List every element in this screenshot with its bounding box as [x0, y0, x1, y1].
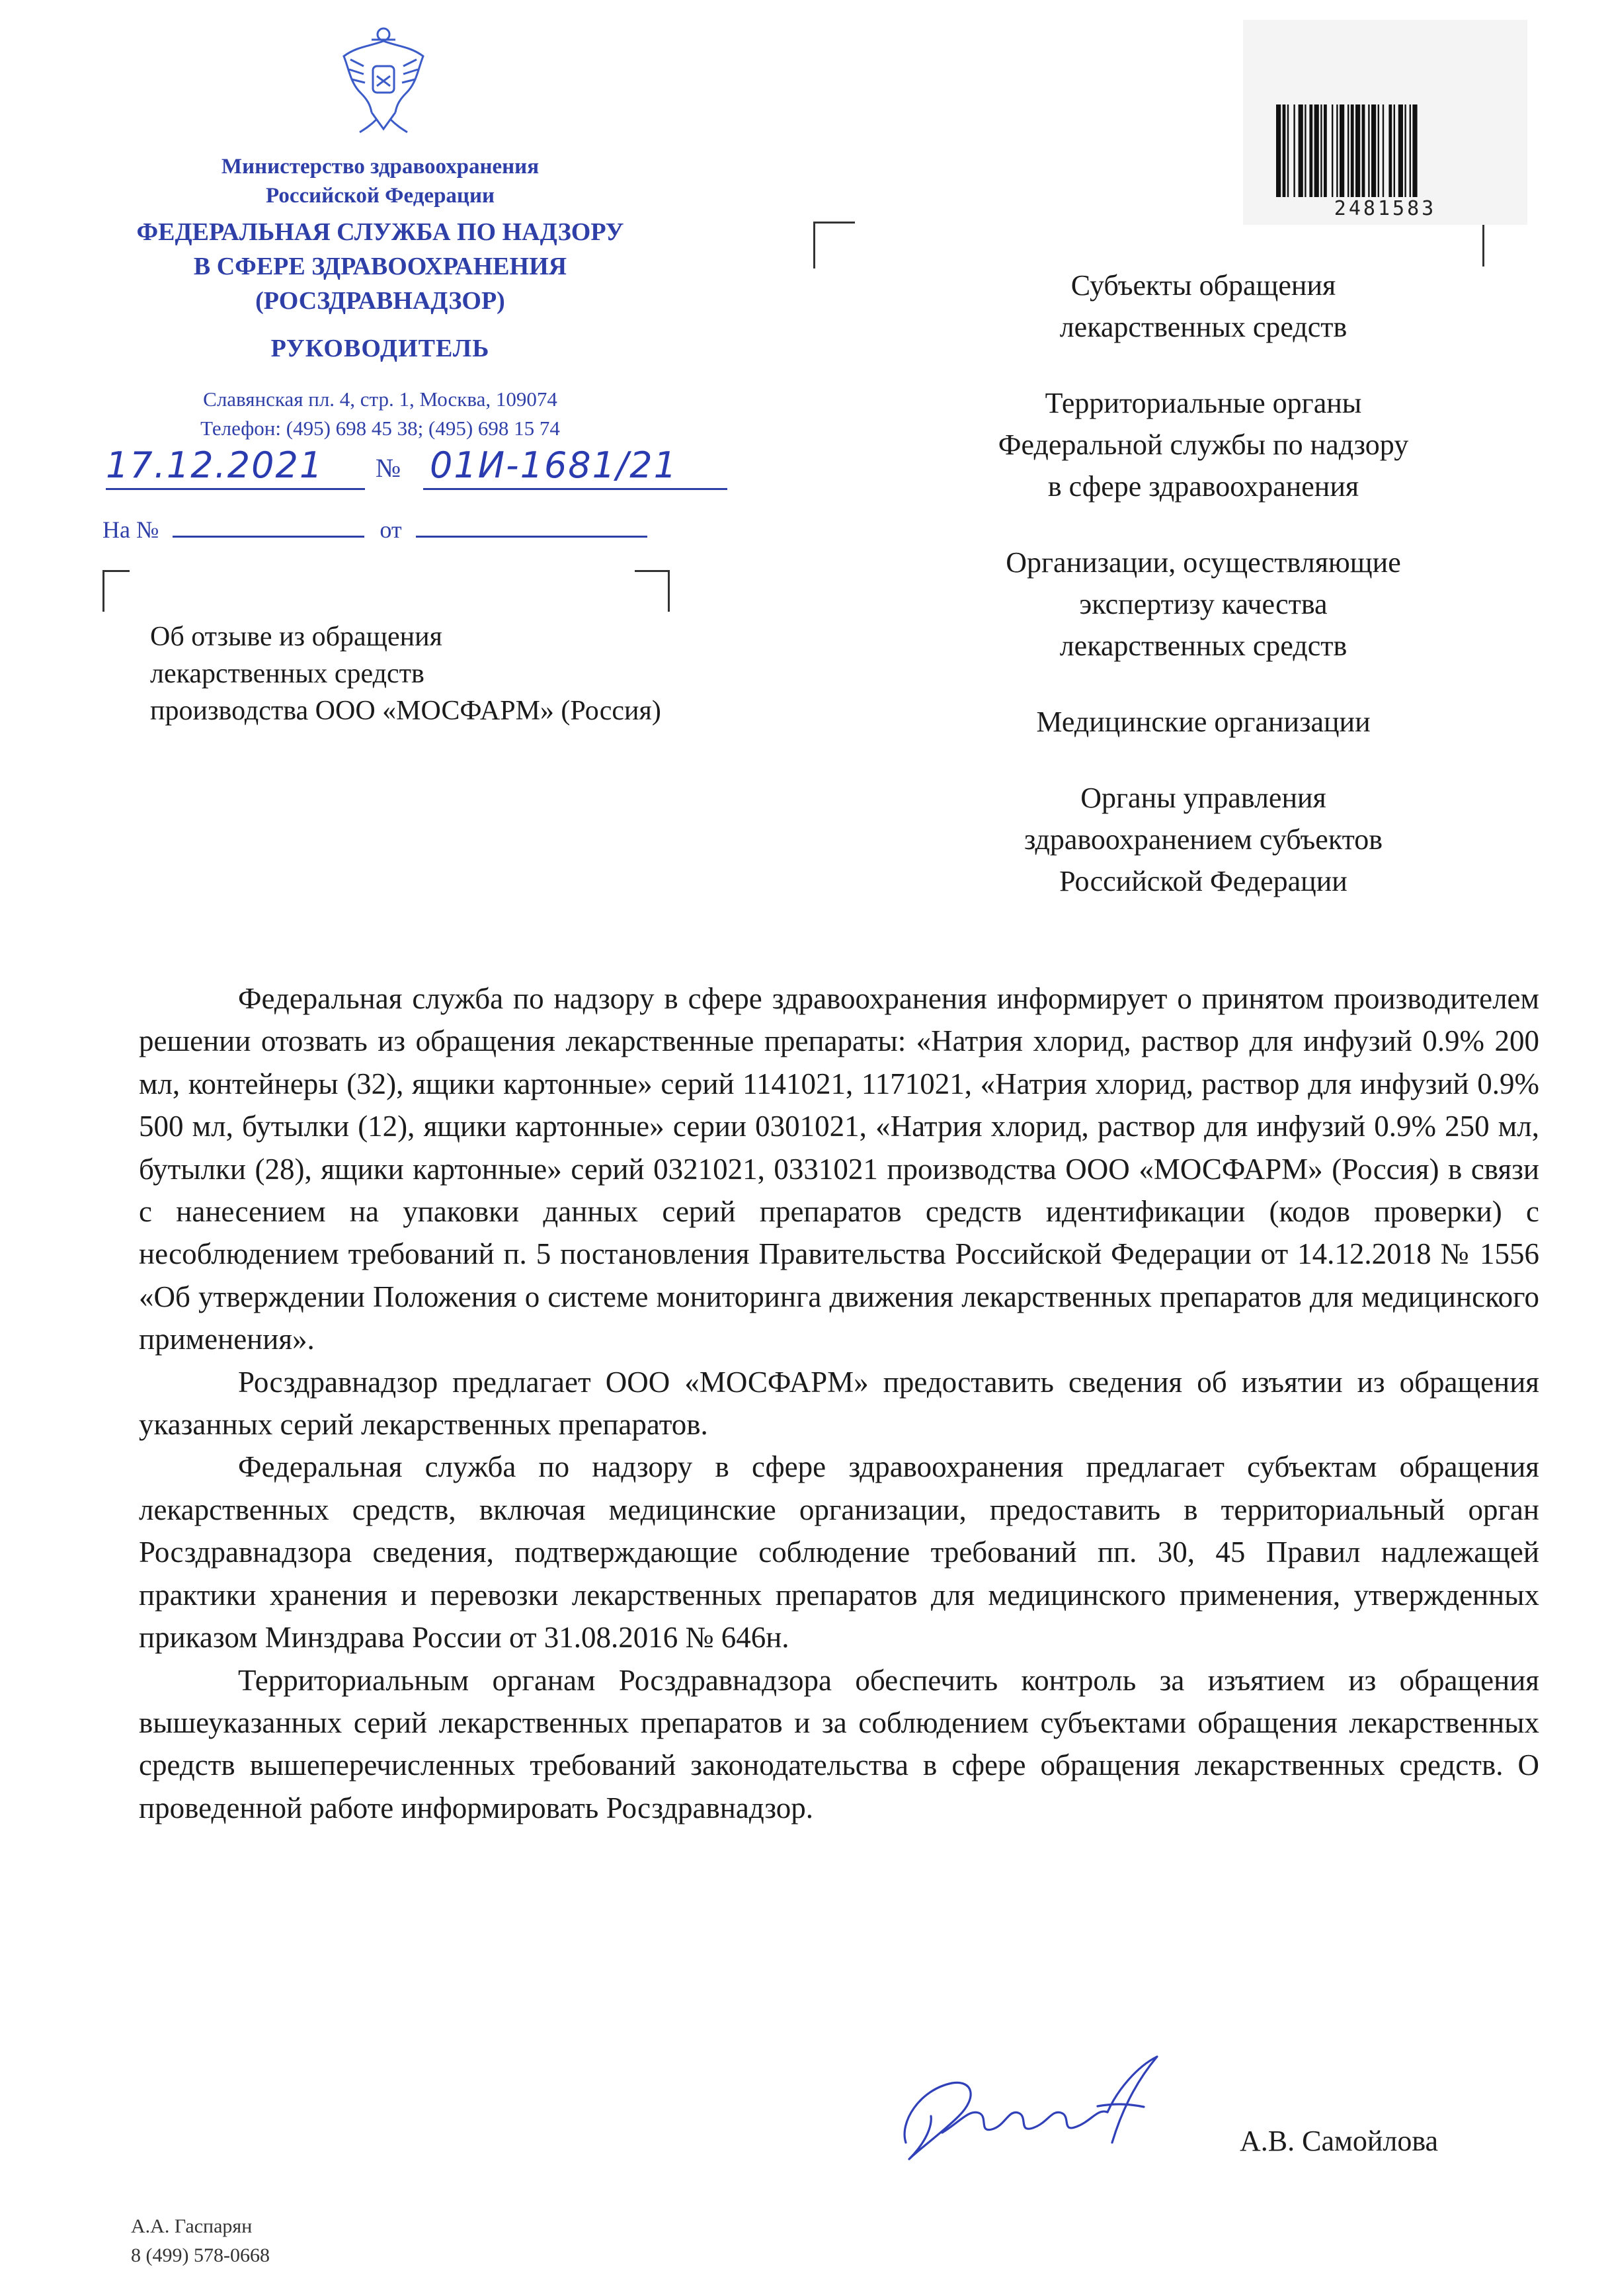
service-line: (РОСЗДРАВНАДЗОР) [255, 287, 505, 315]
executor-block [131, 2212, 270, 2270]
barcode-bar [1340, 104, 1344, 197]
subject-line: производства ООО «МОСФАРМ» (Россия) [150, 696, 661, 726]
barcode-icon [1276, 104, 1496, 197]
barcode-sticker [1243, 20, 1527, 225]
addressee-list [860, 265, 1547, 936]
barcode-bar [1332, 104, 1333, 197]
corner-mark [635, 570, 670, 612]
reference-line [102, 516, 647, 544]
barcode-bar [1378, 104, 1379, 197]
executor-name: А.А. Гаспарян [131, 2215, 253, 2237]
addressee: Органы управления здравоохранением субъектов Российской Федерации [1024, 782, 1383, 897]
ministry-line: Российской Федерации [266, 184, 495, 208]
service-line: ФЕДЕРАЛЬНАЯ СЛУЖБА ПО НАДЗОРУ [136, 218, 624, 246]
barcode-bar [1412, 104, 1417, 197]
phone-text: Телефон: (495) 698 45 38; (495) 698 15 74 [200, 417, 560, 440]
ministry-line: Министерство здравоохранения [221, 155, 540, 179]
barcode-bar [1299, 104, 1303, 197]
barcode-bar [1347, 104, 1349, 197]
body-paragraph: Территориальным органам Росздравнадзора обеспечить контроль за изъятием из обращения вышеуказанных серий лекарственных препаратов и за соблюдением субъектами обращения лекарственных средств вышеперечисленных требований законодательства в сфере обращения лекарственных средств. О проведенной работе информировать Росздравнадзор. [139, 1663, 1539, 1824]
barcode-bar [1383, 104, 1384, 197]
service-name [53, 215, 707, 318]
address-text: Славянская пл. 4, стр. 1, Москва, 109074 [203, 388, 557, 411]
addressee: Организации, осуществляющие экспертизу качества лекарственных средств [1006, 546, 1401, 662]
registration-number: 01И-1681/21 [430, 444, 678, 486]
barcode-bar [1320, 104, 1322, 197]
barcode-bar [1394, 104, 1395, 197]
coat-of-arms-emblem [331, 20, 436, 139]
service-line: В СФЕРЕ ЗДРАВООХРАНЕНИЯ [193, 253, 567, 280]
barcode-bar [1287, 104, 1289, 197]
corner-mark [1480, 222, 1484, 266]
barcode-bar [1410, 104, 1411, 197]
barcode-bar [1314, 104, 1319, 197]
subject-block [150, 618, 811, 729]
barcode-number: 2481583 [1334, 197, 1437, 220]
barcode-bar [1355, 104, 1360, 197]
addressee: Субъекты обращения лекарственных средств [1059, 269, 1347, 343]
reference-label: На № [102, 516, 159, 543]
registration-line [106, 444, 741, 497]
addressee: Медицинские организации [1036, 706, 1371, 738]
registration-date: 17.12.2021 [106, 444, 324, 486]
barcode-bar [1388, 104, 1392, 197]
barcode-bar [1276, 104, 1281, 197]
barcode-bar [1398, 104, 1403, 197]
barcode-bar [1368, 104, 1369, 197]
contact-block [93, 385, 668, 443]
barcode-bar [1404, 104, 1406, 197]
executor-phone: 8 (499) 578-0668 [131, 2244, 270, 2266]
barcode-bar [1324, 104, 1327, 197]
corner-mark [102, 570, 130, 612]
subject-line: Об отзыве из обращения [150, 622, 442, 652]
barcode-bar [1293, 104, 1295, 197]
barcode-bar [1283, 104, 1286, 197]
head-title: РУКОВОДИТЕЛЬ [270, 335, 490, 362]
barcode-bar [1305, 104, 1306, 197]
number-sign: № [376, 453, 401, 483]
letter-body [139, 977, 1539, 1829]
barcode-bar [1362, 104, 1365, 197]
barcode-bar [1371, 104, 1376, 197]
addressee: Территориальные органы Федеральной службы по надзору в сфере здравоохранения [998, 387, 1409, 503]
reference-from-label: от [380, 516, 402, 543]
barcode-bar [1309, 104, 1312, 197]
ministry-name [93, 152, 668, 210]
corner-mark [813, 222, 855, 268]
body-paragraph: Росздравнадзор предлагает ООО «МОСФАРМ» предоставить сведения об изъятии из обращения указанных серий лекарственных препаратов. [139, 1365, 1539, 1442]
body-paragraph: Федеральная служба по надзору в сфере здравоохранения информирует о принятом производителем решении отозвать из обращения лекарственные препараты: «Натрия хлорид, раствор для инфузий 0.9% 200 мл, контейнеры (32), ящики картонные» серий 1141021, 1171021, «Натрия хлорид, раствор для инфузий 0.9% 500 мл, бутылки (12), ящики картонные» серии 0301021, «Натрия хлорид, раствор для инфузий 0.9% 250 мл, бутылки (28), ящики картонные» серий 0321021, 0331021 производства ООО «МОСФАРМ» (Россия) в связи с нанесением на упаковки данных серий препаратов средств идентификации (кодов проверки) с несоблюдением требований п. 5 постановления Правительства Российской Федерации от 14.12.2018 № 1556 «Об утверждении Положения о системе мониторинга движения лекарственных препаратов для медицинского применения». [139, 982, 1539, 1356]
subject-line: лекарственных средств [150, 659, 424, 689]
signer-name: А.В. Самойлова [1240, 2125, 1439, 2157]
barcode-bar [1351, 104, 1354, 197]
body-paragraph: Федеральная служба по надзору в сфере здравоохранения предлагает субъектам обращения лекарственных средств, включая медицинские организации, предоставить в территориальный орган Росздравнадзора сведения, подтверждающие соблюдение требований пп. 30, 45 Правил надлежащей практики хранения и перевозки лекарственных препаратов для медицинского применения, утвержденных приказом Минздрава России от 31.08.2016 № 646н. [139, 1450, 1539, 1655]
handwritten-signature [879, 2043, 1197, 2169]
barcode-bar [1336, 104, 1338, 197]
